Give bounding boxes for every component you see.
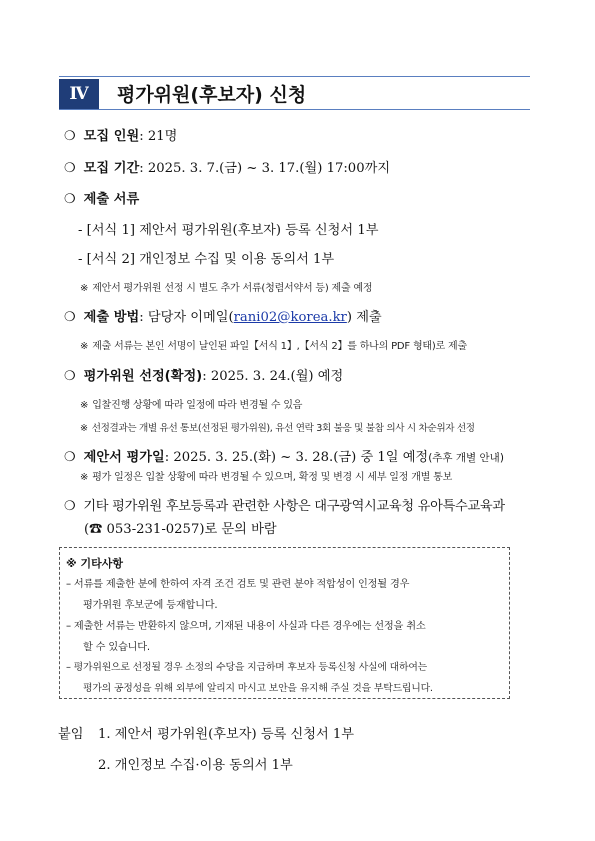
notice-line-3: – 제출한 서류는 반환하지 않으며, 기재된 내용이 사실과 다른 경우에는 선정을 취소	[66, 621, 426, 632]
bullet-icon: ❍	[64, 192, 76, 207]
eval-note-text: 평가 일정은 입찰 상황에 따라 변경될 수 있으며, 확정 및 변경 시 세부 일정 개별 통보	[92, 472, 453, 483]
recruit-count-row	[64, 125, 177, 144]
method-row	[64, 306, 382, 325]
docs-note	[80, 279, 372, 294]
eval-note	[80, 468, 452, 483]
bullet-icon: ❍	[64, 161, 76, 176]
note-mark-icon: ※	[80, 472, 89, 483]
method-label: 제출 방법	[83, 310, 140, 325]
selection-note-1	[80, 396, 302, 411]
attachments-label: 붙임	[58, 727, 84, 742]
section-title: 평가위원(후보자) 신청	[117, 84, 307, 106]
docs-note-text: 제안서 평가위원 선정 시 별도 추가 서류(청렴서약서 등) 제출 예정	[92, 283, 373, 294]
eval-date-row	[64, 446, 504, 465]
eval-small-note: (추후 개별 안내)	[428, 452, 504, 464]
period-label: 모집 기간	[83, 161, 140, 176]
note-mark-icon: ※	[80, 341, 89, 352]
note-mark-icon: ※	[80, 400, 89, 411]
bullet-icon: ❍	[64, 369, 76, 384]
notice-line-1: – 서류를 제출한 분에 한하여 자격 조건 검토 및 관련 분야 적합성이 인정될 경우	[66, 579, 410, 590]
recruit-value: : 21명	[139, 129, 178, 144]
selection-note-1-text: 입찰진행 상황에 따라 일정에 따라 변경될 수 있음	[92, 400, 303, 411]
email-link[interactable]: rani02@korea.kr	[233, 310, 347, 325]
method-suffix: ) 제출	[346, 310, 382, 325]
notice-line-5: – 평가위원으로 선정될 경우 소정의 수당을 지급하며 후보자 등록신청 사실에 대하여는	[66, 662, 428, 673]
eval-label: 제안서 평가일	[83, 450, 165, 465]
period-value: : 2025. 3. 7.(금) ~ 3. 17.(월) 17:00까지	[139, 161, 391, 176]
docs-item-2: - [서식 2] 개인정보 수집 및 이용 동의서 1부	[78, 252, 335, 267]
docs-item-1: - [서식 1] 제안서 평가위원(후보자) 등록 신청서 1부	[78, 223, 379, 238]
notice-title: ※ 기타사항	[66, 557, 124, 570]
selection-value: : 2025. 3. 24.(월) 예정	[202, 369, 344, 384]
section-number-badge: Ⅳ	[59, 79, 99, 109]
header-bottom-rule	[59, 109, 530, 110]
bullet-icon: ❍	[64, 129, 76, 144]
method-prefix: : 담당자 이메일(	[139, 310, 234, 325]
eval-value: : 2025. 3. 25.(화) ~ 3. 28.(금) 중 1일 예정	[164, 450, 429, 465]
docs-row	[64, 188, 139, 207]
notice-line-2: 평가위원 후보군에 등재합니다.	[83, 600, 218, 611]
recruit-label: 모집 인원	[83, 129, 140, 144]
bullet-icon: ❍	[64, 450, 76, 465]
method-note-text: 제출 서류는 본인 서명이 날인된 파일【서식 1】,【서식 2】를 하나의 PDF 형태)로 제출	[92, 341, 467, 352]
selection-label: 평가위원 선정(확정)	[83, 369, 203, 384]
recruit-period-row	[64, 157, 390, 176]
selection-note-2-text: 선정결과는 개별 유선 통보(선정된 평가위원), 유선 연락 3회 불응 및 불참 의사 시 차순위자 선정	[91, 423, 475, 434]
bullet-icon: ❍	[64, 310, 76, 325]
notice-line-6: 평가의 공정성을 위해 외부에 알리지 마시고 보안을 유지해 주실 것을 부탁드립니다.	[83, 683, 433, 694]
note-mark-icon: ※	[80, 283, 89, 294]
method-note	[80, 337, 467, 352]
notice-line-4: 할 수 있습니다.	[83, 642, 150, 653]
note-mark-icon: ※	[80, 423, 88, 434]
selection-row	[64, 365, 343, 384]
other-row	[64, 495, 505, 514]
header-top-rule	[59, 76, 530, 77]
selection-note-2	[80, 420, 475, 434]
attachment-item-2: 2. 개인정보 수집·이용 동의서 1부	[98, 758, 293, 773]
docs-label: 제출 서류	[83, 192, 140, 207]
other-line-2: (☎ 053-231-0257)로 문의 바람	[84, 522, 277, 537]
attachment-item-1: 1. 제안서 평가위원(후보자) 등록 신청서 1부	[98, 727, 355, 742]
other-line-1: 기타 평가위원 후보등록과 관련한 사항은 대구광역시교육청 유아특수교육과	[83, 499, 505, 514]
bullet-icon: ❍	[64, 499, 76, 514]
